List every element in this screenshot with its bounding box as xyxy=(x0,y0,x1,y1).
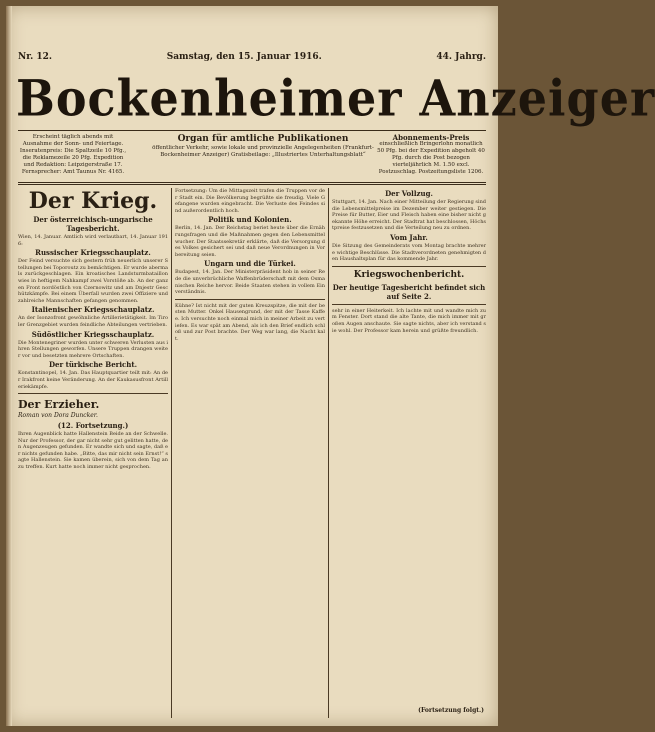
column-2 xyxy=(175,188,325,718)
column-3 xyxy=(332,188,486,718)
serial-installment: (12. Fortsetzung.) xyxy=(57,421,129,431)
section-heading: Vom Jahr. xyxy=(390,232,428,242)
war-weekly-heading: Kriegswochenbericht. xyxy=(353,269,465,280)
article-text: Der Feind versuchte sich gestern früh neuerlich unserer Stellungen bei Toporoutz zu bemächtigen. Er wurde abermals zurückgeschlagen. Ein kroatisches Landsturmbataillon wies in heftigem Nahkampf zwei Vorstöße ab. An der ganzen Front nordöstlich von Czernowitz und am Dnjestr Geschützkämpfe. Bei einem Überfall wurden zwei Offiziere und zahlreiche Mannschaften gefangen genommen. xyxy=(18,258,168,304)
article-text: Budapest, 14. Jan. Der Ministerpräsident hob in seiner Rede die unverbrüchliche Waffenbrüderschaft mit dem Osmanischen Reiche hervor. Beide Staaten stehen in vollem Einverständnis. xyxy=(175,269,325,296)
issue-year: 44. Jahrg. xyxy=(436,52,486,62)
dateline xyxy=(18,52,486,62)
subscription-text: einschließlich Bringerlohn monatlich 50 Pfg. bei der Expedition abgeholt 40 Pfg. durch die Post bezogen vierteljährlich M. 1.50 excl. Postzuschlag. Postzeitungsliste 1206. xyxy=(377,141,485,175)
report-intro: Wien, 14. Januar. Amtlich wird verlautbart, 14. Januar 1916: xyxy=(18,234,168,247)
column-1 xyxy=(18,188,168,718)
section-heading: Ungarn und die Türkei. xyxy=(204,259,296,269)
subhead xyxy=(18,134,486,180)
subhead-rule-2 xyxy=(18,184,486,185)
serial-text: sehr in einer Heiterkeit. Ich lachte mit und wandte mich zum Fenster. Dort stand die alte Tante, die mich immer mit großen Augen anschaute. Sie sagte nichts, aber ich verstand sie wohl. Der Professor kam herein und grüßte freundlich. xyxy=(332,307,486,334)
article-text: An der Isonzofront gewöhnliche Artillerietätigkeit. Im Tiroler Grenzgebiet wurden feindliche Abteilungen vertrieben. xyxy=(18,315,168,328)
war-headline: Der Krieg. xyxy=(28,188,158,214)
article-text: Die Sitzung des Gemeinderats vom Montag brachte mehrere wichtige Beschlüsse. Die Stadtverordneten genehmigten den Haushaltsplan für das kommende Jahr. xyxy=(332,242,486,263)
masthead: Bockenheimer Anzeiger xyxy=(16,68,655,128)
divider xyxy=(175,299,325,300)
notice-text: Der heutige Tagesbericht befindet sich auf Seite 2. xyxy=(332,282,486,301)
report-title: Der österreichisch-ungarische Tagesbericht. xyxy=(33,215,153,233)
columns xyxy=(18,188,486,718)
section-heading: Politik und Kolonien. xyxy=(208,215,292,225)
divider xyxy=(332,266,486,267)
article-text: Die Montenegriner wurden unter schweren Verlusten aus ihren Stellungen geworfen. Unsere Truppen drangen weiter vor und besetzten mehrere Ortschaften. xyxy=(18,339,168,359)
masthead-rule xyxy=(18,130,486,131)
newspaper-page xyxy=(6,6,655,726)
continuation-note: (Fortsetzung folgt.) xyxy=(418,707,484,714)
issue-number: Nr. 12. xyxy=(18,52,53,62)
article-text: Konstantinopel, 14. Jan. Das Hauptquartier teilt mit: An der Irakfront keine Veränderung. An der Kaukasusfront Artilleriekämpfe. xyxy=(18,370,168,390)
organ-block xyxy=(148,134,378,159)
divider xyxy=(332,304,486,305)
binding-edge xyxy=(6,6,12,726)
section-heading: Russischer Kriegsschauplatz. xyxy=(35,248,151,258)
article-text: Fortsetzung: Um die Mittagszeit trafen die Truppen vor der Stadt ein. Die Bevölkerung begrüßte sie freudig. Viele Gefangene wurden eingebracht. Die Verluste des Feindes sind außerordentlich hoch. xyxy=(175,188,325,214)
subscription-title: Abonnements-Preis xyxy=(392,133,470,142)
organ-title: Organ für amtliche Publikationen xyxy=(177,134,349,144)
subhead-rule xyxy=(18,182,486,183)
serial-text: Kühne? Ist nicht mit der guten Kreuzspitze, die mit der besten Mutter. Onkel Hausengrund, der mit der Tasse Kaffee. Ich versuchte noch einmal mich in meiner Arbeit zu vertiefen. Es war spät am Abend, als ich den Brief endlich schloß und zur Post brachte. Der Weg war lang, die Nacht kalt. xyxy=(175,302,325,342)
section-heading: Italienischer Kriegsschauplatz. xyxy=(31,305,155,315)
issue-date: Samstag, den 15. Januar 1916. xyxy=(166,52,322,62)
serial-text: Ihren Augenblick hatte Hallenstein Beide an der Schwelle. Nur der Professor, der gar nicht sehr gut gelitten hatte, den Augenzeugen gefunden. Er wandte sich und sagte, daß er nichts gefunden habe. „Bitte, das mir nicht sein Ernst!“ sagte Hallenstein. Sie kamen überein, sich von dem Tag an zu treffen. Kurt hatte noch immer nicht gesprochen. xyxy=(18,431,168,471)
subscription-info xyxy=(376,134,486,176)
serial-title: Der Erzieher. xyxy=(18,398,100,412)
article-text: Stuttgart, 14. Jan. Nach einer Mitteilung der Regierung sind die Lebensmittelpreise im Dezember weiter gestiegen. Die Preise für Butter, Eier und Fleisch haben eine bisher nicht gekannte Höhe erreicht. Der Stadtrat hat beschlossen, Höchstpreise festzusetzen und die Verteilung neu zu ordnen. xyxy=(332,199,486,232)
divider xyxy=(18,393,168,394)
publication-info: Erscheint täglich abends mit Ausnahme der Sonn- und Feiertage. Inseratenpreis: Die Spaltzeile 10 Pfg., die Reklamezeile 20 Pfg. Expedition und Redaktion: Leipzigerstraße 17. Fernsprecher: Amt Taunus Nr. 4165. xyxy=(19,134,127,175)
section-heading: Der türkische Bericht. xyxy=(48,360,138,370)
serial-author: Roman von Dora Duncker. xyxy=(18,412,98,420)
organ-description: öffentlicher Verkehr, sowie lokale und provinzielle Angelegenheiten (Frankfurt-Bockenheimer Anzeiger) Gratisbeilage: „Illustriertes Unterhaltungsblatt“ xyxy=(152,145,374,158)
article-text: Berlin, 14. Jan. Der Reichstag beriet heute über die Ernährungsfragen und die Maßnahmen gegen den Lebensmittelwucher. Der Staatssekretär erklärte, daß die Versorgung des Volkes gesichert sei und daß neue Verordnungen in Vorbereitung seien. xyxy=(175,225,325,258)
section-heading: Südöstlicher Kriegsschauplatz. xyxy=(31,329,155,339)
section-heading: Der Vollzug. xyxy=(385,189,433,198)
